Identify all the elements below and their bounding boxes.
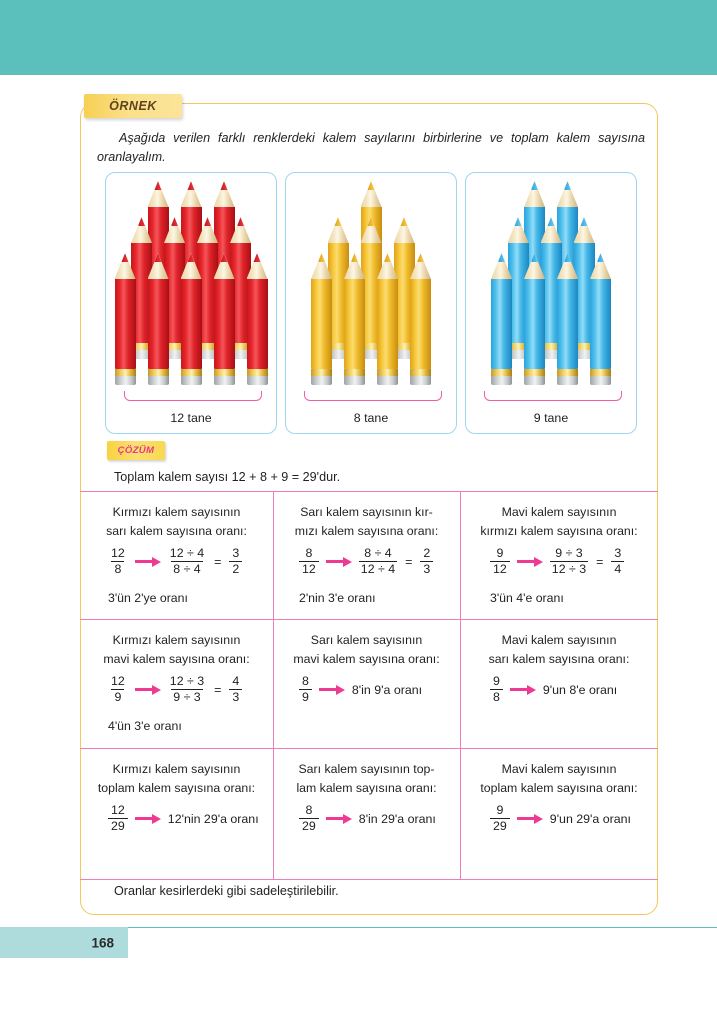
fraction [299, 675, 312, 705]
pencil-stage-red [106, 177, 276, 389]
cozum-badge [107, 441, 165, 460]
pencil-body [214, 279, 235, 369]
fraction-numerator: 8 ÷ 4 [364, 546, 392, 560]
fraction [490, 804, 510, 834]
pencil-tip [115, 253, 136, 279]
ratio-cell-heading-line1: Sarı kalem sayısının top- [298, 762, 435, 776]
pencil-tip [181, 253, 202, 279]
pencil-eraser [344, 376, 365, 385]
ratio-cell-heading-line2: mavi kalem sayısına oranı: [293, 652, 440, 666]
ratio-cell-heading-line1: Sarı kalem sayısının kır- [300, 505, 433, 519]
fraction-numerator: 4 [232, 674, 240, 688]
pencil-tip [131, 217, 152, 243]
fraction-numerator: 12 [111, 803, 125, 817]
pencil-red [148, 253, 169, 385]
ratio-cell-footer: 2'nin 3'e oranı [299, 591, 376, 605]
ratio-expression [108, 547, 242, 577]
ratio-cell-heading [468, 503, 650, 541]
ratio-statement: 9'un 29'a oranı [549, 811, 632, 826]
pencil-tip [148, 181, 169, 207]
pencil-body [524, 279, 545, 369]
pencil-tip [574, 217, 595, 243]
pencil-eraser [115, 376, 136, 385]
ratio-cell-heading-line1: Kırmızı kalem sayısının [112, 762, 241, 776]
bracket-blue [484, 391, 622, 401]
pencil-ferrule [148, 369, 169, 376]
pencil-tip [214, 253, 235, 279]
pencil-stage-blue [466, 177, 636, 389]
pencil-eraser [524, 376, 545, 385]
ornek-badge [84, 94, 182, 118]
pencil-ferrule [491, 369, 512, 376]
pencil-body [311, 279, 332, 369]
pencil-eraser [214, 376, 235, 385]
pencil-ferrule [410, 369, 431, 376]
fraction-denominator: 9 [111, 689, 124, 704]
fraction-denominator: 29 [108, 818, 128, 833]
cozum-badge-label: ÇÖZÜM [117, 445, 155, 456]
pencil-eraser [148, 376, 169, 385]
fraction-denominator: 4 [611, 561, 624, 576]
equals-sign: = [214, 682, 222, 697]
pencil-body [344, 279, 365, 369]
pencil-eraser [410, 376, 431, 385]
pencil-tip [230, 217, 251, 243]
pencil-body [181, 279, 202, 369]
pencil-red [247, 253, 268, 385]
bracket-yellow [304, 391, 442, 401]
pencil-eraser [590, 376, 611, 385]
ratio-cell [80, 619, 273, 748]
ratio-cell-heading-line2: toplam kalem sayısına oranı: [480, 781, 638, 795]
ratio-cell-heading-line2: lam kalem sayısına oranı: [296, 781, 437, 795]
pencil-eraser [247, 376, 268, 385]
pencil-blue [557, 253, 578, 385]
ratio-cell [460, 619, 658, 748]
pencil-tip [197, 217, 218, 243]
pencil-yellow [410, 253, 431, 385]
pencil-body [491, 279, 512, 369]
fraction-denominator: 3 [420, 561, 433, 576]
ratio-cell-footer: 3'ün 2'ye oranı [108, 591, 188, 605]
pencil-yellow [344, 253, 365, 385]
arrow-right-icon [135, 814, 161, 824]
pencil-tip [164, 217, 185, 243]
pencil-ferrule [524, 369, 545, 376]
ratio-cell [273, 619, 460, 748]
pencil-tip [328, 217, 349, 243]
arrow-right-icon [135, 685, 161, 695]
pencil-tip [541, 217, 562, 243]
pencil-tip [181, 181, 202, 207]
fraction-numerator: 3 [232, 546, 240, 560]
arrow-right-icon [326, 557, 352, 567]
ratio-cell-heading [281, 503, 452, 541]
pencil-ferrule [311, 369, 332, 376]
pencil-tip [361, 217, 382, 243]
pencil-ferrule [247, 369, 268, 376]
pencil-illustration-row [105, 172, 637, 434]
ratio-statement: 9'un 8'e oranı [542, 682, 618, 697]
pencil-body [247, 279, 268, 369]
top-teal-band [0, 0, 717, 75]
ratio-expression [108, 804, 259, 834]
pencil-eraser [557, 376, 578, 385]
pencil-tip [524, 253, 545, 279]
fraction-denominator: 12 [490, 561, 510, 576]
fraction-denominator: 29 [299, 818, 319, 833]
arrow-right-icon [510, 685, 536, 695]
ratio-expression [299, 547, 433, 577]
pencil-tip [508, 217, 529, 243]
ratio-cell-heading [468, 631, 650, 669]
ratio-cell-heading-line1: Sarı kalem sayısının [310, 633, 423, 647]
pencil-ferrule [557, 369, 578, 376]
ratio-statement: 12'nin 29'a oranı [167, 811, 259, 826]
ratio-cell-heading-line1: Mavi kalem sayısının [501, 505, 617, 519]
pencil-tip [214, 181, 235, 207]
ratio-cell-heading-line1: Kırmızı kalem sayısının [112, 633, 241, 647]
fraction-denominator: 12 ÷ 3 [551, 562, 587, 577]
pencil-blue [590, 253, 611, 385]
ratio-statement: 8'in 9'a oranı [351, 682, 423, 697]
pencil-eraser [181, 376, 202, 385]
fraction [420, 547, 433, 577]
pencil-tip [394, 217, 415, 243]
fraction [490, 675, 503, 705]
pencil-tip [524, 181, 545, 207]
pencil-yellow [377, 253, 398, 385]
fraction-numerator: 9 [493, 674, 500, 688]
pencil-stage-yellow [286, 177, 456, 389]
ratio-cell [80, 748, 273, 880]
fraction-numerator: 8 [302, 674, 309, 688]
page-number: 168 [91, 935, 114, 950]
pencil-caption-blue: 9 tane [533, 411, 569, 425]
arrow-right-icon [135, 557, 161, 567]
fraction-numerator: 3 [614, 546, 622, 560]
pencil-ferrule [590, 369, 611, 376]
total-pencils-line: Toplam kalem sayısı 12 + 8 + 9 = 29'dur. [114, 470, 341, 484]
fraction [229, 675, 242, 705]
footer-rule [128, 927, 717, 928]
ratio-cell [273, 491, 460, 619]
ratio-cell [80, 491, 273, 619]
fraction-denominator: 9 ÷ 3 [173, 690, 201, 705]
fraction [108, 675, 128, 705]
pencil-tip [344, 253, 365, 279]
ratio-cell [460, 491, 658, 619]
equals-sign: = [405, 554, 413, 569]
fraction-numerator: 2 [423, 546, 431, 560]
pencil-body [115, 279, 136, 369]
pencil-tip [410, 253, 431, 279]
pencil-ferrule [181, 369, 202, 376]
pencil-box-blue [465, 172, 637, 434]
fraction-denominator: 29 [490, 818, 510, 833]
fraction-numerator: 12 ÷ 3 [169, 674, 205, 688]
pencil-red [181, 253, 202, 385]
ratio-cell-heading-line2: mızı kalem sayısına oranı: [294, 524, 439, 538]
fraction [299, 804, 319, 834]
arrow-right-icon [517, 814, 543, 824]
pencil-ferrule [377, 369, 398, 376]
pencil-ferrule [344, 369, 365, 376]
fraction-numerator: 9 [496, 546, 504, 560]
pencil-yellow [311, 253, 332, 385]
pencil-body [377, 279, 398, 369]
ratio-cell [273, 748, 460, 880]
pencil-eraser [311, 376, 332, 385]
ratio-expression [299, 804, 436, 834]
ratio-cell-heading-line2: sarı kalem sayısına oranı: [106, 524, 247, 538]
fraction-denominator: 3 [229, 689, 242, 704]
ratio-expression [108, 675, 242, 705]
fraction-denominator: 8 [111, 561, 124, 576]
fraction [229, 547, 242, 577]
ratio-cell-footer: 3'ün 4'e oranı [490, 591, 564, 605]
fraction [108, 547, 128, 577]
ratio-cell-heading [281, 760, 452, 798]
footer-page-box [0, 927, 128, 958]
pencil-eraser [491, 376, 512, 385]
fraction-numerator: 9 ÷ 3 [555, 546, 583, 560]
fraction-numerator: 8 [305, 546, 313, 560]
fraction-denominator: 2 [229, 561, 242, 576]
fraction-numerator: 12 [111, 546, 125, 560]
ratio-cell-heading [468, 760, 650, 798]
pencil-ferrule [214, 369, 235, 376]
fraction-denominator: 12 [299, 561, 319, 576]
pencil-body [148, 279, 169, 369]
ratio-expression [490, 547, 624, 577]
fraction-numerator: 12 ÷ 4 [169, 546, 205, 560]
ratio-cell-heading-line1: Mavi kalem sayısının [501, 762, 617, 776]
ratio-cell [460, 748, 658, 880]
pencil-tip [311, 253, 332, 279]
pencil-tip [557, 181, 578, 207]
ratio-cell-heading-line2: mavi kalem sayısına oranı: [103, 652, 250, 666]
ratio-cell-heading-line2: toplam kalem sayısına oranı: [97, 781, 256, 795]
fraction [108, 804, 128, 834]
pencil-tip [377, 253, 398, 279]
equals-sign: = [214, 554, 222, 569]
simplification-note: Oranlar kesirlerdeki gibi sadeleştirilebilir. [114, 884, 339, 898]
pencil-red [214, 253, 235, 385]
ratio-expression [299, 675, 422, 705]
pencil-tip [491, 253, 512, 279]
bracket-red [124, 391, 262, 401]
fraction-numerator: 12 [111, 674, 125, 688]
fraction [490, 547, 510, 577]
pencil-box-red [105, 172, 277, 434]
pencil-body [557, 279, 578, 369]
equals-sign: = [596, 554, 604, 569]
fraction [611, 547, 624, 577]
fraction [550, 547, 588, 577]
pencil-caption-yellow: 8 tane [353, 411, 389, 425]
pencil-blue [491, 253, 512, 385]
fraction-denominator: 8 ÷ 4 [173, 562, 201, 577]
pencil-tip [590, 253, 611, 279]
ratio-cell-heading-line1: Mavi kalem sayısının [501, 633, 617, 647]
fraction-denominator: 8 [490, 689, 503, 704]
ratio-cell-heading-line2: kırmızı kalem sayısına oranı: [480, 524, 638, 538]
pencil-body [410, 279, 431, 369]
ratio-cell-heading-line1: Kırmızı kalem sayısının [112, 505, 241, 519]
pencil-box-yellow [285, 172, 457, 434]
pencil-blue [524, 253, 545, 385]
pencil-caption-red: 12 tane [170, 411, 212, 425]
ratio-expression [490, 675, 617, 705]
fraction [299, 547, 319, 577]
ornek-badge-label: ÖRNEK [109, 99, 157, 113]
ratio-table [80, 491, 658, 880]
fraction-denominator: 12 ÷ 4 [360, 562, 396, 577]
arrow-right-icon [517, 557, 543, 567]
pencil-body [590, 279, 611, 369]
fraction [359, 547, 397, 577]
ratio-cell-heading [281, 631, 452, 669]
ratio-expression [490, 804, 631, 834]
arrow-right-icon [326, 814, 352, 824]
ratio-cell-heading [88, 760, 265, 798]
pencil-tip [557, 253, 578, 279]
pencil-tip [148, 253, 169, 279]
ratio-cell-heading [88, 631, 265, 669]
ratio-cell-heading [88, 503, 265, 541]
fraction-numerator: 8 [305, 803, 313, 817]
example-intro-text: Aşağıda verilen farklı renklerdeki kalem sayılarını birbirlerine ve toplam kalem sayısına oranlayalım. [97, 131, 645, 164]
ratio-cell-heading-line2: sarı kalem sayısına oranı: [488, 652, 630, 666]
pencil-eraser [377, 376, 398, 385]
fraction [168, 675, 206, 705]
fraction-denominator: 9 [299, 689, 312, 704]
arrow-right-icon [319, 685, 345, 695]
ratio-statement: 8'in 29'a oranı [358, 811, 436, 826]
pencil-tip [247, 253, 268, 279]
pencil-red [115, 253, 136, 385]
ratio-cell-footer: 4'ün 3'e oranı [108, 719, 182, 733]
fraction-numerator: 9 [496, 803, 504, 817]
fraction [168, 547, 206, 577]
pencil-tip [361, 181, 382, 207]
pencil-ferrule [115, 369, 136, 376]
